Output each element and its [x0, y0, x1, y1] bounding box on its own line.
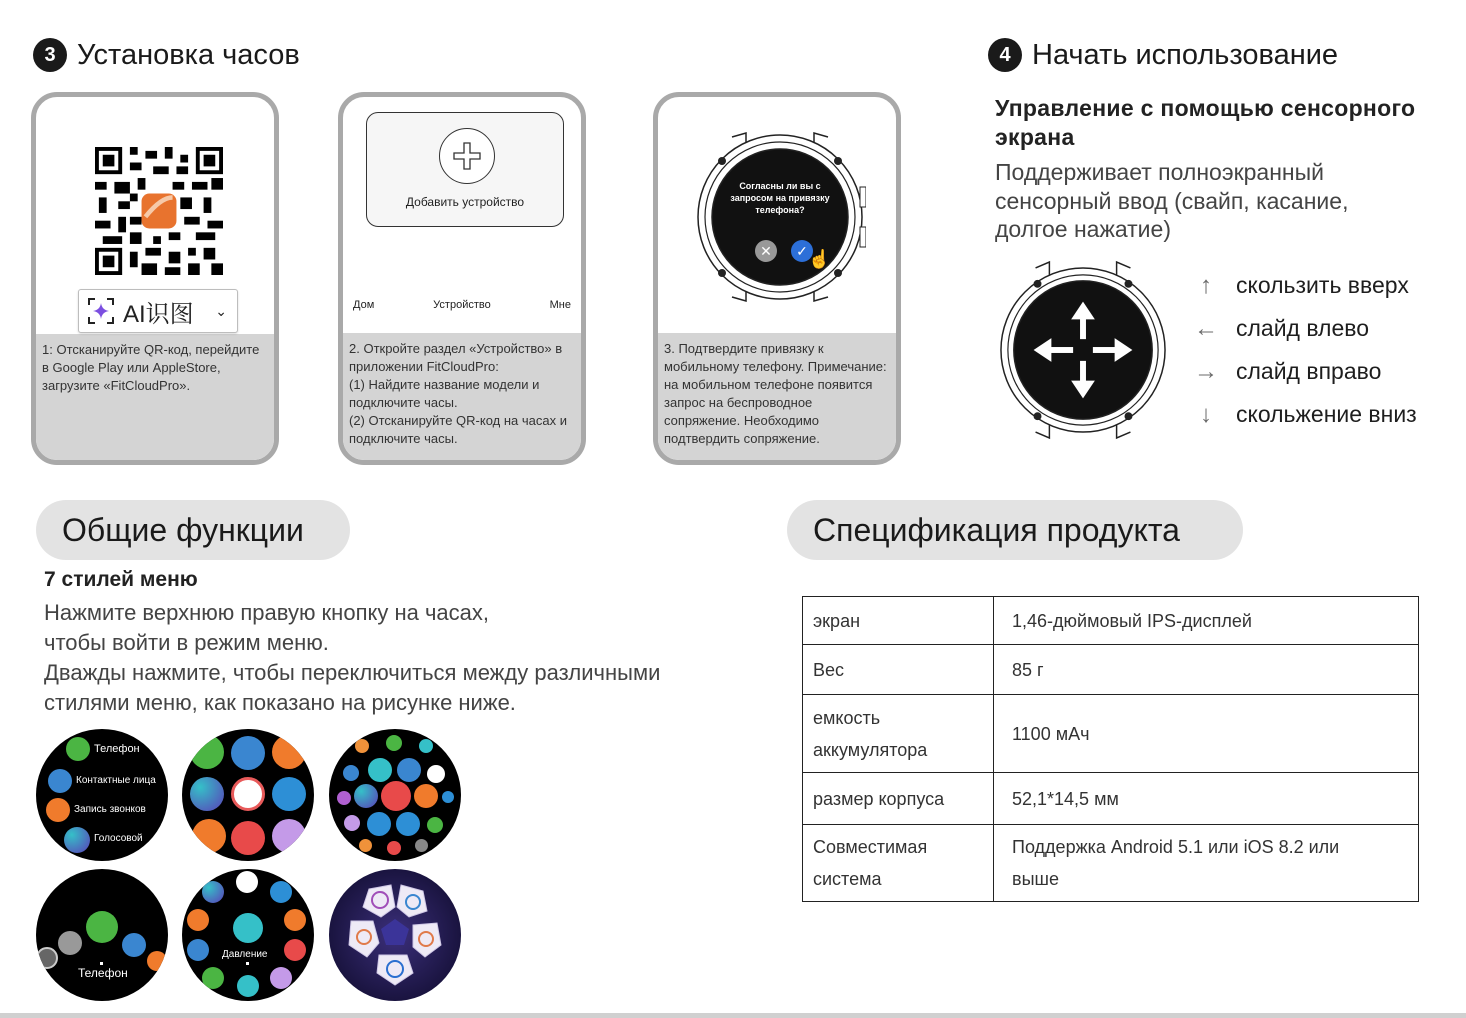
spec-value: Поддержка Android 5.1 или iOS 8.2 или выше	[994, 825, 1419, 902]
step-number-badge: 4	[988, 38, 1022, 72]
description-line: чтобы войти в режим меню.	[44, 630, 329, 655]
touch-control-subtitle: Управление с помощью сенсорного экрана	[995, 95, 1416, 150]
gesture-label: скольжение вниз	[1236, 401, 1417, 427]
menu-style-list	[36, 729, 168, 861]
sparkle-scan-icon	[87, 297, 115, 325]
menu-styles-subtitle: 7 стилей меню	[44, 568, 198, 591]
product-spec-heading: Спецификация продукта	[787, 500, 1243, 560]
gesture-label: скользить вверх	[1236, 272, 1409, 298]
menu-style-football	[329, 869, 461, 1001]
description-line: стилями меню, как показано на рисунке ниже.	[44, 690, 516, 715]
ai-image-recognition-bar[interactable]	[78, 289, 238, 333]
hand-pointer-icon: ☝	[808, 249, 831, 269]
spec-key: емкость аккумулятора	[803, 695, 994, 773]
step-number-badge: 3	[33, 38, 67, 72]
spec-key: экран	[803, 597, 994, 645]
tab-device[interactable]: Устройство	[433, 299, 491, 311]
setup-card-3	[653, 92, 901, 465]
arrow-down-icon: ↓	[1200, 400, 1212, 428]
arrow-up-icon: ↑	[1200, 271, 1212, 299]
touch-control-description: Поддерживает полноэкранный сенсорный ввод (свайп, касание, долгое нажатие)	[995, 159, 1349, 242]
confirm-check-icon[interactable]: ✓	[791, 240, 813, 262]
spec-value: 52,1*14,5 мм	[994, 773, 1419, 825]
add-device-label: Добавить устройство	[405, 195, 525, 209]
spec-value: 1100 мАч	[994, 695, 1419, 773]
chevron-down-icon[interactable]: ⌄	[215, 302, 227, 319]
spec-value: 1,46-дюймовый IPS-дисплей	[994, 597, 1419, 645]
spec-key: размер корпуса	[803, 773, 994, 825]
setup-step-3-text: 3. Подтвердите привязку к мобильному телефону. Примечание: на мобильном телефоне появится запрос на беспроводное сопряжение. Необходимо подтвердить сопряжение.	[658, 333, 896, 460]
watch-gestures-illustration-icon	[998, 257, 1168, 443]
step-2-line: 2. Откройте раздел «Устройство» в приложении FitCloudPro:	[349, 341, 563, 374]
gesture-swipe-left	[1194, 307, 1417, 350]
table-row	[803, 825, 1419, 902]
table-row	[803, 597, 1419, 645]
table-row	[803, 695, 1419, 773]
add-device-button[interactable]	[366, 112, 564, 227]
description-line: Нажмите верхнюю правую кнопку на часах,	[44, 600, 490, 625]
setup-step-1-text: 1: Отсканируйте QR-код, перейдите в Google Play или AppleStore, загрузите «FitCloudPro».	[36, 334, 274, 460]
menu-item-label: Контактные лица	[76, 775, 156, 786]
menu-item-label: Телефон	[94, 743, 140, 755]
step3-title: Установка часов	[77, 38, 300, 71]
gesture-swipe-down	[1194, 393, 1417, 436]
step-2-line: (2) Отсканируйте QR-код на часах и подключите часы.	[349, 413, 567, 446]
description-line: Дважды нажмите, чтобы переключиться между различными	[44, 660, 661, 685]
table-row	[803, 773, 1419, 825]
voice-assistant-icon	[64, 827, 90, 853]
gesture-label: слайд вправо	[1236, 358, 1382, 384]
gesture-list	[1194, 264, 1417, 436]
contacts-icon	[48, 769, 72, 793]
watch-illustration-icon	[694, 127, 866, 307]
arrow-left-icon: ←	[1194, 314, 1218, 342]
qr-code-icon	[93, 147, 225, 275]
step4-title: Начать использование	[1032, 38, 1339, 71]
setup-step-2-text	[343, 333, 581, 460]
menu-style-honeycomb	[329, 729, 461, 861]
setup-card-1	[31, 92, 279, 465]
tab-me[interactable]: Мне	[549, 299, 571, 311]
arrow-right-icon: →	[1194, 357, 1218, 385]
plus-icon	[439, 128, 495, 184]
ai-bar-label: AI识图	[123, 300, 194, 328]
menu-style-carousel	[36, 869, 168, 1001]
setup-card-2	[338, 92, 586, 465]
bubble-label: Давление	[222, 949, 268, 960]
spec-value: 85 г	[994, 645, 1419, 695]
menu-style-ring	[182, 869, 314, 1001]
menu-item-label: Голосовой	[94, 833, 143, 844]
page-bottom-divider	[0, 1013, 1466, 1018]
spec-key: Совместимая система	[803, 825, 994, 902]
watch-pairing-prompt: Согласны ли вы с запросом на привязку телефона?	[730, 181, 830, 215]
table-row	[803, 645, 1419, 695]
carousel-label: Телефон	[78, 966, 128, 980]
step-2-line: (1) Найдите название модели и подключите часы.	[349, 377, 540, 410]
step3-heading	[33, 38, 300, 72]
menu-item-label: Запись звонков	[74, 804, 146, 815]
gesture-label: слайд влево	[1236, 315, 1370, 341]
tab-home[interactable]: Дом	[353, 299, 375, 311]
menu-style-grid	[182, 729, 314, 861]
spec-key: Вес	[803, 645, 994, 695]
app-tab-bar	[353, 299, 571, 311]
menu-styles-description	[44, 598, 660, 718]
gesture-swipe-up	[1194, 264, 1417, 307]
reject-icon[interactable]: ✕	[755, 240, 777, 262]
gesture-swipe-right	[1194, 350, 1417, 393]
step4-heading	[988, 38, 1338, 72]
general-functions-heading: Общие функции	[36, 500, 350, 560]
call-log-icon	[46, 798, 70, 822]
spec-table	[802, 596, 1419, 902]
phone-icon	[66, 737, 90, 761]
